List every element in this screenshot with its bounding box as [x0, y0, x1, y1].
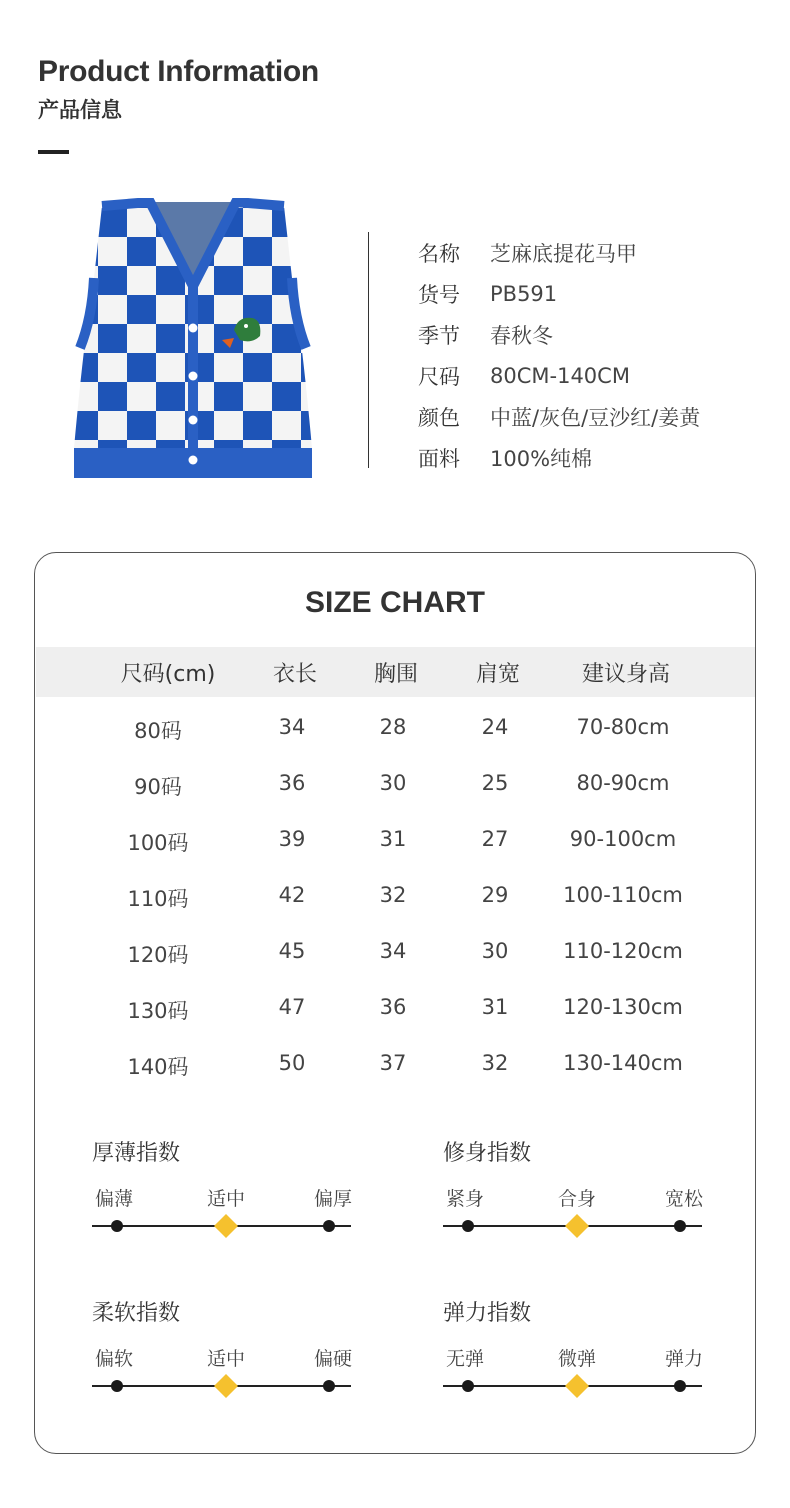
- table-cell: 47: [278, 995, 306, 1019]
- scale-dot-icon: [674, 1380, 686, 1392]
- table-cell: 32: [379, 883, 407, 907]
- info-key: 颜色: [418, 405, 460, 430]
- softness-index-title: 柔软指数: [92, 1301, 181, 1326]
- product-info-list: [418, 232, 700, 478]
- table-cell: 130码: [127, 999, 189, 1023]
- softness-index-label: 偏硬: [313, 1348, 353, 1370]
- thickness-index-title: 厚薄指数: [92, 1141, 181, 1166]
- header-chest: 胸围: [373, 662, 419, 687]
- table-cell: 27: [481, 827, 509, 851]
- page-title-en: Product Information: [38, 55, 319, 88]
- fit-index-label: 紧身: [445, 1188, 485, 1210]
- thickness-index-label: 偏薄: [94, 1188, 134, 1210]
- info-value: 芝麻底提花马甲: [490, 241, 637, 266]
- table-cell: 80-90cm: [576, 771, 670, 795]
- info-row: [418, 273, 700, 314]
- fit-index-title: 修身指数: [443, 1141, 532, 1166]
- table-cell: 120-130cm: [563, 995, 683, 1019]
- table-cell: 80码: [134, 719, 182, 743]
- fit-index-label: 合身: [557, 1188, 597, 1210]
- info-row: [418, 437, 700, 478]
- softness-index-label: 适中: [206, 1348, 246, 1370]
- scale-dot-icon: [323, 1380, 335, 1392]
- info-value: PB591: [490, 281, 558, 306]
- info-row: [418, 232, 700, 273]
- table-cell: 90-100cm: [569, 827, 677, 851]
- table-cell: 31: [379, 827, 407, 851]
- table-cell: 39: [278, 827, 306, 851]
- table-cell: 36: [278, 771, 306, 795]
- table-cell: 30: [379, 771, 407, 795]
- info-key: 尺码: [418, 364, 460, 389]
- checkered-vest-image: [62, 198, 324, 488]
- info-divider: [368, 232, 369, 468]
- info-value: 春秋冬: [490, 323, 553, 348]
- table-cell: 100-110cm: [563, 883, 683, 907]
- table-cell: 130-140cm: [563, 1051, 683, 1075]
- header-height: 建议身高: [581, 662, 671, 687]
- table-cell: 29: [481, 883, 509, 907]
- table-cell: 50: [278, 1051, 306, 1075]
- elasticity-index-label: 微弹: [557, 1348, 597, 1370]
- scale-dot-icon: [674, 1220, 686, 1232]
- table-cell: 36: [379, 995, 407, 1019]
- header-shoulder: 肩宽: [475, 662, 521, 687]
- scale-dot-icon: [323, 1220, 335, 1232]
- elasticity-index-label: 弹力: [664, 1348, 704, 1370]
- info-key: 季节: [418, 323, 460, 348]
- scale-dot-icon: [462, 1220, 474, 1232]
- scale-dot-icon: [111, 1220, 123, 1232]
- size-chart-title: SIZE CHART: [305, 586, 485, 619]
- scale-dot-icon: [462, 1380, 474, 1392]
- table-cell: 25: [481, 771, 509, 795]
- table-cell: 70-80cm: [576, 715, 670, 739]
- scale-dot-icon: [111, 1380, 123, 1392]
- thickness-index-label: 适中: [206, 1188, 246, 1210]
- table-cell: 32: [481, 1051, 509, 1075]
- table-cell: 34: [379, 939, 407, 963]
- elasticity-index-label: 无弹: [445, 1348, 485, 1370]
- info-key: 面料: [418, 446, 460, 471]
- table-cell: 110码: [127, 887, 189, 911]
- info-row: [418, 355, 700, 396]
- info-value: 80CM-140CM: [490, 363, 630, 388]
- table-cell: 140码: [127, 1055, 189, 1079]
- elasticity-index-title: 弹力指数: [443, 1301, 532, 1326]
- info-value: 100%纯棉: [490, 446, 593, 471]
- thickness-index-label: 偏厚: [313, 1188, 353, 1210]
- table-cell: 120码: [127, 943, 189, 967]
- info-key: 货号: [418, 282, 460, 307]
- table-cell: 90码: [134, 775, 182, 799]
- table-cell: 24: [481, 715, 509, 739]
- info-row: [418, 314, 700, 355]
- fit-index-label: 宽松: [664, 1188, 704, 1210]
- table-cell: 34: [278, 715, 306, 739]
- header-size: 尺码(cm): [120, 662, 216, 687]
- product-image: [62, 198, 324, 488]
- title-underline: [38, 150, 69, 154]
- info-row: [418, 396, 700, 437]
- table-cell: 100码: [127, 831, 189, 855]
- softness-index-label: 偏软: [94, 1348, 134, 1370]
- table-cell: 30: [481, 939, 509, 963]
- table-cell: 45: [278, 939, 306, 963]
- header-length: 衣长: [272, 662, 318, 687]
- page-title-cn: 产品信息: [38, 98, 122, 122]
- table-cell: 28: [379, 715, 407, 739]
- table-cell: 31: [481, 995, 509, 1019]
- table-cell: 42: [278, 883, 306, 907]
- table-cell: 110-120cm: [563, 939, 683, 963]
- info-key: 名称: [418, 241, 460, 266]
- info-value: 中蓝/灰色/豆沙红/姜黄: [490, 405, 701, 430]
- table-cell: 37: [379, 1051, 407, 1075]
